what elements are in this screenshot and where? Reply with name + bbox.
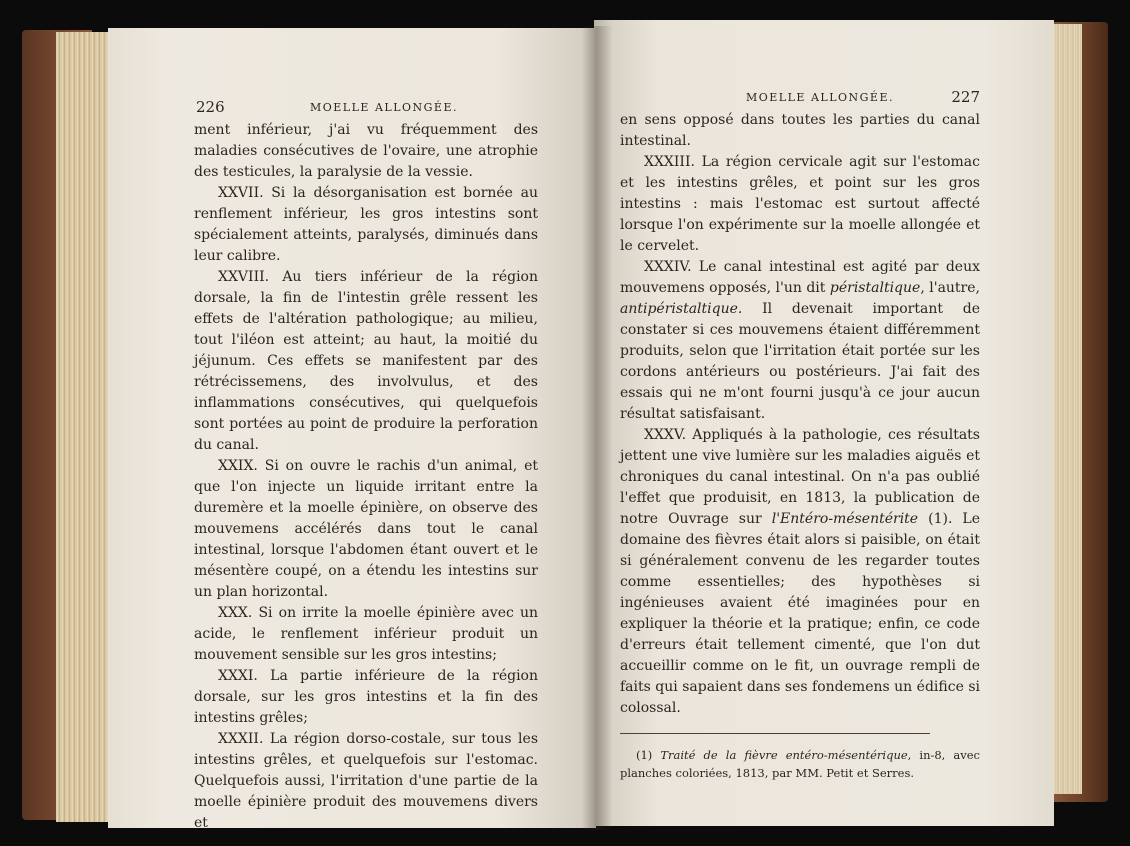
text-run: Il devenait important de constater si ces mouvemens étaient différemment produits, selon que l'irritation était portée sur les cordons antérieurs ou postérieurs. J'ai fait des essais qui ne m'ont fourni jusqu'à ce jour aucun résultat satisfaisant.	[620, 301, 980, 422]
left-running-title: MOELLE ALLONGÉE.	[310, 101, 458, 114]
footnote-rule	[620, 733, 930, 734]
left-paragraph: XXXII. La région dorso-costale, sur tous les intestins grêles, et quelquefois sur l'estomac. Quelquefois aussi, l'irritation d'une partie de la moelle épinière produit des mouvemens divers et	[194, 731, 538, 831]
italic-title: l'Entéro-mésentérite	[771, 511, 919, 527]
right-paragraph	[620, 257, 980, 425]
left-paragraph: XXX. Si on irrite la moelle épinière avec un acide, le renflement inférieur produit un mouvement sensible sur les gros intestins;	[194, 605, 538, 663]
left-paragraph: ment inférieur, j'ai vu fréquemment des maladies consécutives de l'ovaire, une atrophie des testicules, la paralysie de la vessie.	[194, 122, 538, 180]
footnote-mark: (1)	[636, 748, 661, 762]
right-paragraph: XXXIII. La région cervicale agit sur l'estomac et les intestins grêles, et point sur les gros intestins : mais l'estomac est surtout affecté lorsque l'on expérimente sur la moelle allongée et le cervelet.	[620, 154, 980, 254]
footnote-title: Traité de la fièvre entéro-mésentérique	[660, 748, 908, 762]
right-paragraph	[620, 425, 980, 719]
right-running-title: MOELLE ALLONGÉE.	[746, 91, 894, 104]
footnote-text: , in-8, avec planches coloriées, 1813, par MM. Petit et Serres.	[620, 748, 980, 780]
italic-term: péristaltique	[829, 280, 921, 296]
italic-term: antipéristaltique.	[620, 301, 743, 317]
left-page	[176, 98, 538, 834]
text-run: (1). Le domaine des fièvres était alors si paisible, on était si généralement convenu de les regarder toutes comme essentielles; des hypothèses si ingénieuses avaient été imaginées pour en expliquer la théorie et la pratique; enfin, ce code d'erreurs était tellement cimenté, que l'on dut accueillir comme on le fit, un ouvrage rempli de faits qui sapaient dans ses fondemens un édifice si colossal.	[620, 511, 981, 716]
text-run: XXXIV. Le canal intestinal est agité par deux mouvemens opposés, l'un dit	[620, 259, 980, 296]
text-run: XXXV. Appliqués à la pathologie, ces résultats jettent une vive lumière sur les maladies aiguës et chroniques du canal intestinal. On n'a pas oublié l'effet que produisit, en 1813, la publication de notre Ouvrage sur	[620, 427, 980, 527]
right-running-head	[620, 88, 980, 108]
left-paragraph: XXXI. La partie inférieure de la région dorsale, sur les gros intestins et la fin des intestins grêles;	[194, 668, 538, 726]
right-page-number: 227	[951, 88, 980, 106]
left-running-head	[176, 98, 538, 118]
page-edges-left	[56, 32, 116, 822]
text-run: , l'autre,	[920, 280, 980, 296]
right-paragraph: en sens opposé dans toutes les parties du canal intestinal.	[620, 112, 980, 149]
footnote	[620, 746, 980, 782]
left-paragraph: XXIX. Si on ouvre le rachis d'un animal, et que l'on injecte un liquide irritant entre la duremère et la moelle épinière, on observe des mouvemens accélérés dans tout le canal intestinal, lorsque l'abdomen étant ouvert et le mésentère coupé, on a étendu les intestins sur un plan horizontal.	[194, 458, 538, 600]
left-page-number: 226	[196, 98, 225, 116]
book-gutter	[582, 26, 612, 830]
left-paragraph: XXVII. Si la désorganisation est bornée au renflement inférieur, les gros intestins sont spécialement atteints, paralysés, diminués dans leur calibre.	[194, 185, 538, 264]
left-paragraph: XXVIII. Au tiers inférieur de la région dorsale, la fin de l'intestin grêle ressent les effets de l'altération pathologique; au milieu, tout l'iléon est atteint; au haut, la moitié du jéjunum. Ces effets se manifestent par des rétrécissemens, des involvulus, et des inflammations consécutives, qui quelquefois sont portées au point de produire la perforation du canal.	[194, 269, 538, 453]
right-page	[620, 88, 980, 782]
